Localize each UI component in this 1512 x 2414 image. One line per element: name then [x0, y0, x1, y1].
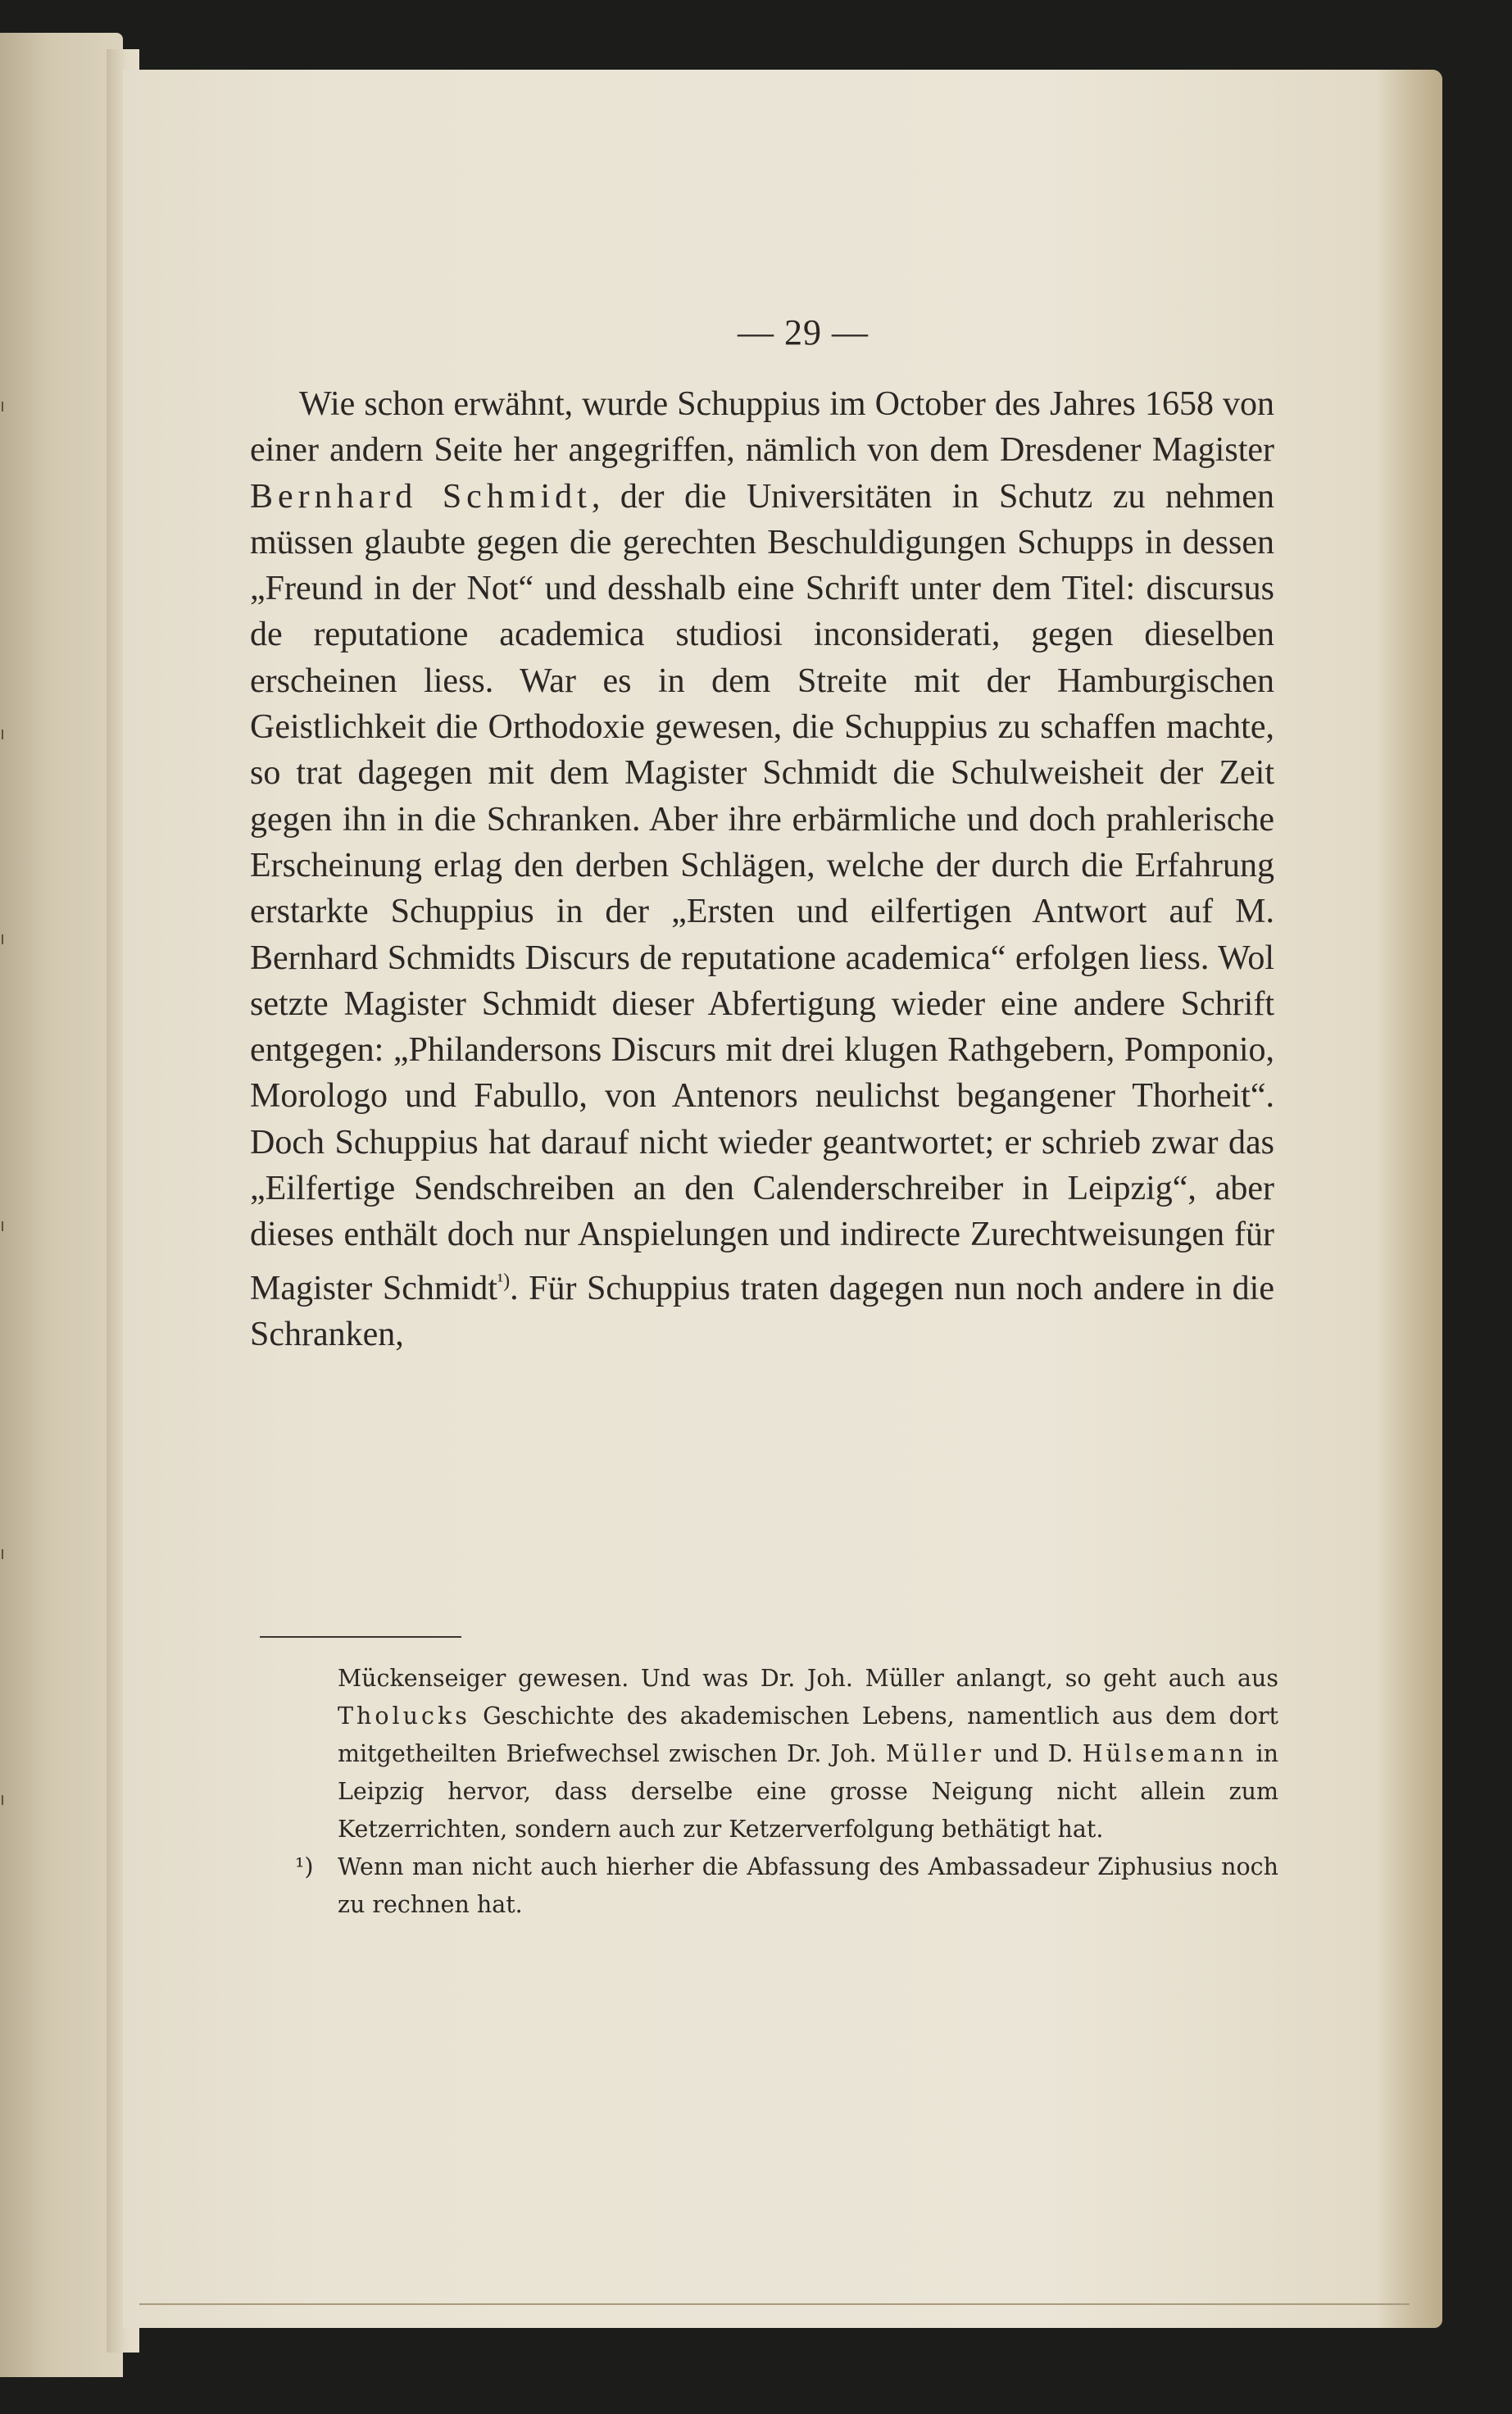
body-paragraph	[250, 381, 1274, 1357]
person-name-spaced: Bernhard Schmidt	[250, 477, 592, 516]
bleed-mark	[2, 402, 10, 411]
bleed-mark	[2, 934, 10, 944]
bleed-mark	[2, 730, 10, 739]
bleed-mark	[2, 1221, 10, 1231]
page-bottom-edge	[139, 2303, 1410, 2305]
footnote-separator	[260, 1636, 461, 1638]
footnotes-block	[295, 1660, 1279, 1924]
footnote-spaced-name: Tholucks	[338, 1703, 470, 1730]
page-number: — 29 —	[738, 312, 869, 352]
book-page	[123, 70, 1442, 2328]
body-text-part: Wie schon erwähnt, wurde Schuppius im October des Jahres 1658 von einer andern Seite her angegriffen, nämlich von dem Dresdener Magister	[250, 385, 1274, 470]
footnote-1	[295, 1848, 1278, 1924]
page-right-edge	[1377, 70, 1442, 2328]
footnote-text: und D.	[984, 1740, 1083, 1767]
footnote-continued	[338, 1660, 1278, 1848]
footnote-spaced-name: Müller	[885, 1740, 985, 1767]
footnote-spaced-name: Hülsemann	[1082, 1740, 1247, 1767]
body-text-part: , der die Universitäten in Schutz zu nehmen müssen glaubte gegen die gerechten Beschuldigungen Schupps in dessen „Freund in der Not“ und desshalb eine Schrift unter dem Titel: discursus de reputatione academica studiosi inconsiderati, gegen dieselben erscheinen liess. War es in dem Streite mit der Hamburgischen Geistlichkeit die Orthodoxie gewesen, die Schuppius zu schaffen machte, so trat dagegen mit dem Magister Schmidt die Schulweisheit der Zeit gegen ihn in die Schranken. Aber ihre erbärmliche und doch prahlerische Erscheinung erlag den derben Schlägen, welche der durch die Erfahrung erstarkte Schuppius in der „Ersten und eilfertigen Antwort auf M. Bernhard Schmidts Discurs de reputatione academica“ erfolgen liess. Wol setzte Magister Schmidt dieser Abfertigung wieder eine andere Schrift entgegen: „Philandersons Discurs mit drei klugen Rathgebern, Pomponio, Morologo und Fabullo, von Antenors neulichst begangener Thorheit“. Doch Schuppius hat darauf nicht wieder geantwortet; er schrieb zwar das „Eilfertige Sendschreiben an den Calenderschreiber in Leipzig“, aber dieses enthält doch nur Anspielungen und indirecte Zurechtweisungen für Magister Schmidt	[250, 477, 1275, 1307]
bleed-mark	[2, 1549, 10, 1559]
footnote-text: Wenn man nicht auch hierher die Abfassung des Ambassadeur Ziphusius noch zu rechnen hat.	[338, 1853, 1278, 1918]
footnote-reference: ¹)	[497, 1270, 511, 1292]
footnote-text: Mückenseiger gewesen. Und was Dr. Joh. Müller anlangt, so geht auch aus	[338, 1665, 1278, 1692]
footnote-text: in Leipzig hervor, dass derselbe eine grosse Neigung nicht allein zum Ketzerrichten, sondern auch zur Ketzerverfolgung bethätigt hat.	[338, 1740, 1279, 1843]
footnote-marker: ¹)	[295, 1853, 314, 1880]
bleed-mark	[2, 1795, 10, 1805]
body-text-part: . Für Schuppius traten dagegen nun noch andere in die Schranken,	[250, 1269, 1274, 1353]
left-page-edge	[0, 33, 123, 2377]
footnote-text: Geschichte des akademischen Lebens, namentlich aus dem dort mitgetheilten Briefwechsel zwischen Dr. Joh.	[338, 1703, 1278, 1767]
